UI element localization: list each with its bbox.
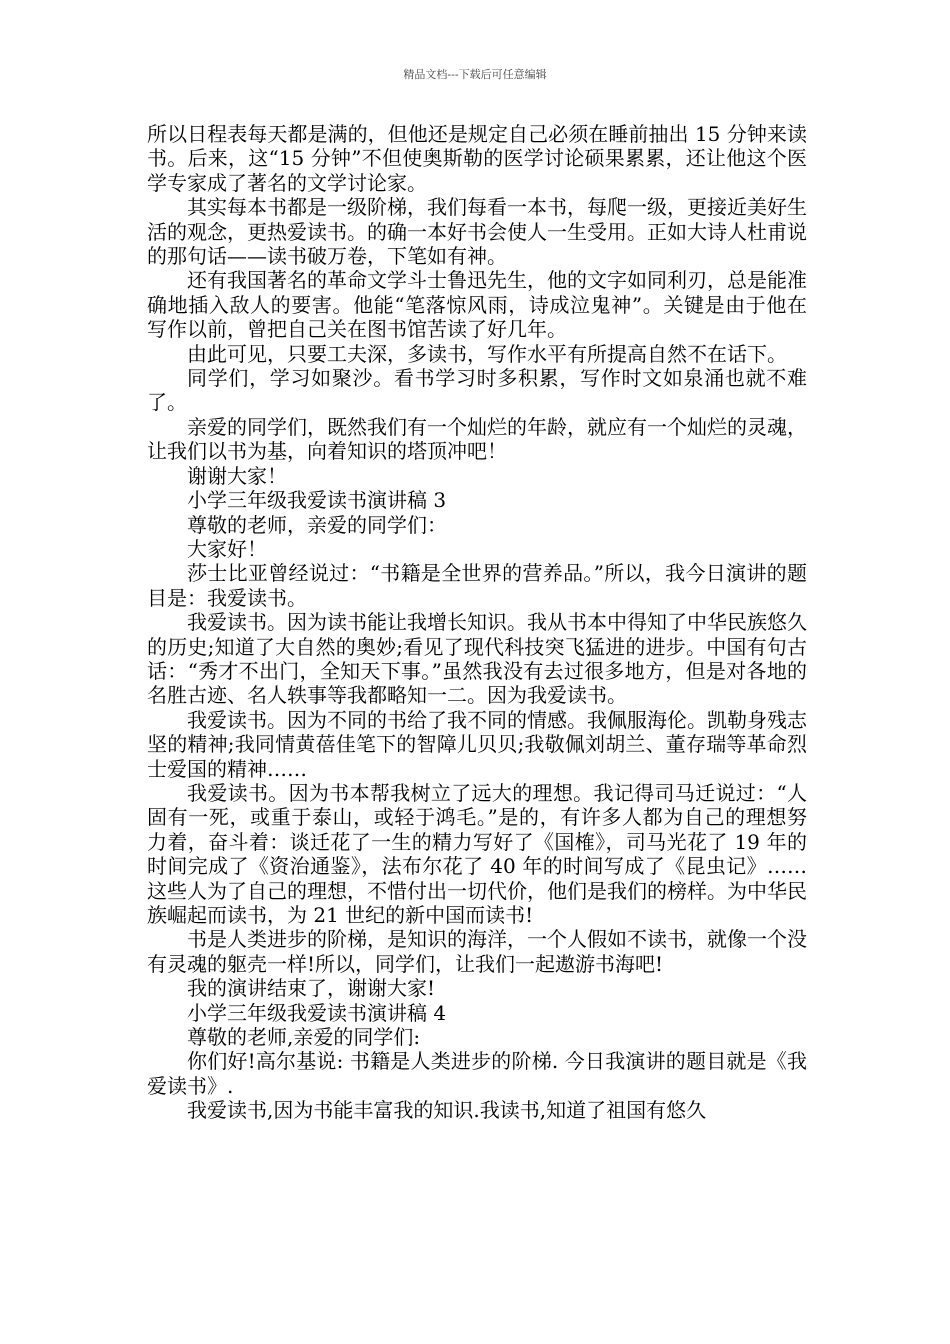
paragraph: 由此可见，只要工夫深，多读书，写作水平有所提高自然不在话下。 (187, 341, 787, 366)
paragraph: 亲爱的同学们，既然我们有一个灿烂的年龄，就应有一个灿烂的灵魂，让我们以书为基，向着知识的塔顶冲吧！ (147, 414, 807, 464)
closing-line: 谢谢大家！ (187, 463, 287, 488)
paragraph: 莎士比亚曾经说过：“书籍是全世界的营养品。”所以，我今日演讲的题目是：我爱读书。 (147, 561, 807, 610)
paragraph: 所以日程表每天都是满的，但他还是规定自己必须在睡前抽出 15 分钟来读书。后来，这“15 分钟”不但使奥斯勒的医学讨论硕果累累，还让他这个医学专家成了著名的文学讨论家。 (147, 122, 807, 195)
document-body (147, 122, 807, 1123)
paragraph: 我爱读书,因为书能丰富我的知识.我读书,知道了祖国有悠久 (187, 1098, 707, 1123)
section-title: 小学三年级我爱读书演讲稿 3 (187, 488, 447, 513)
salutation: 尊敬的老师,亲爱的同学们: (187, 1025, 421, 1050)
closing-line: 我的演讲结束了，谢谢大家! (187, 976, 436, 1001)
section-title: 小学三年级我爱读书演讲稿 4 (187, 1000, 447, 1025)
paragraph: 还有我国著名的革命文学斗士鲁迅先生，他的文字如同利刃，总是能准确地插入敌人的要害。他能“笔落惊风雨，诗成泣鬼神”。关键是由于他在写作以前，曾把自己关在图书馆苦读了好几年。 (147, 268, 807, 342)
paragraph: 同学们，学习如聚沙。看书学习时多积累，写作时文如泉涌也就不难了。 (147, 366, 807, 415)
greeting: 大家好！ (187, 536, 267, 561)
paragraph: 书是人类进步的阶梯，是知识的海洋，一个人假如不读书，就像一个没有灵魂的躯壳一样!所以，同学们，让我们一起遨游书海吧! (147, 927, 807, 976)
paragraph: 我爱读书。因为读书能让我增长知识。我从书本中得知了中华民族悠久的历史;知道了大自然的奥妙;看见了现代科技突飞猛进的进步。中国有句古话：“秀才不出门，全知天下事。”虽然我没有去过很多地方，但是对各地的名胜古迹、名人轶事等我都略知一二。因为我爱读书。 (147, 610, 807, 708)
salutation: 尊敬的老师，亲爱的同学们： (187, 512, 447, 537)
paragraph: 你们好!高尔基说: 书籍是人类进步的阶梯. 今日我演讲的题目就是《我爱读书》. (147, 1049, 807, 1098)
paragraph: 其实每本书都是一级阶梯，我们每看一本书，每爬一级，更接近美好生活的观念，更热爱读书。的确一本好书会使人一生受用。正如大诗人杜甫说的那句话——读书破万卷，下笔如有神。 (147, 195, 807, 269)
paragraph: 我爱读书。因为不同的书给了我不同的情感。我佩服海伦。凯勒身残志坚的精神;我同情黄蓓佳笔下的智障儿贝贝;我敬佩刘胡兰、董存瑞等革命烈士爱国的精神…… (147, 707, 807, 781)
page-header: 精品文档---下载后可任意编辑 (403, 68, 547, 81)
paragraph: 我爱读书。因为书本帮我树立了远大的理想。我记得司马迁说过：“人固有一死，或重于泰山，或轻于鸿毛。”是的，有许多人都为自己的理想努力着，奋斗着：谈迁花了一生的精力写好了《国榷》，司马光花了 19 年的时间完成了《资治通鉴》，法布尔花了 40 年的时间写成了《昆虫记》……这些人为了自己的理想，不惜付出一切代价，他们是我们的榜样。为中华民族崛起而读书，为 21 世纪的新中国而读书! (147, 780, 807, 927)
